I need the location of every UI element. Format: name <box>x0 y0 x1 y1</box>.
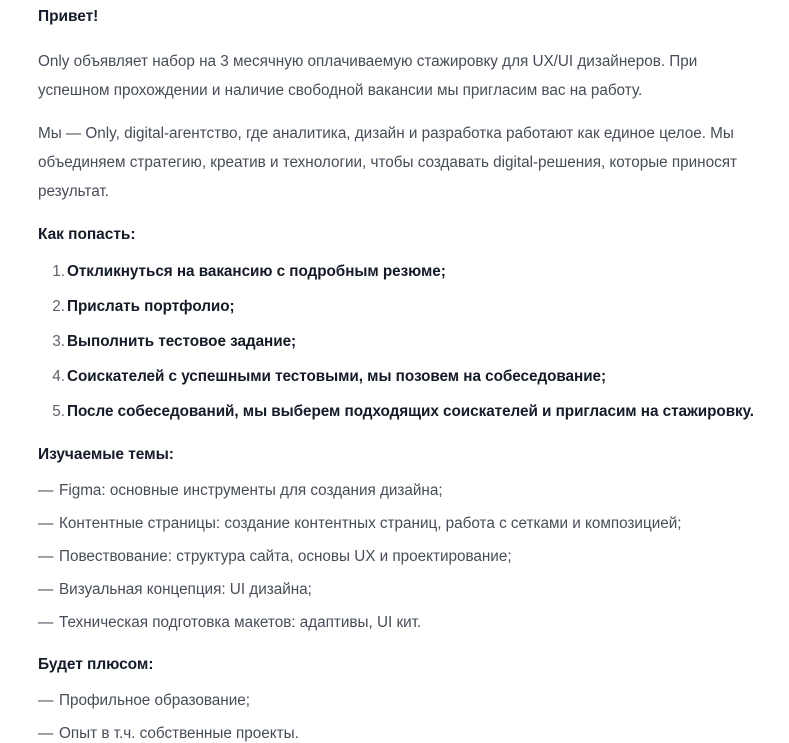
list-item: После собеседований, мы выберем подходящих соискателей и пригласим на стажировку. <box>67 403 754 420</box>
howto-steps-list <box>38 260 770 423</box>
list-item-label: Профильное образование; <box>59 692 250 709</box>
list-item-label: Контентные страницы: создание контентных страниц, работа с сетками и композицией; <box>59 515 682 532</box>
list-item-label: Визуальная концепция: UI дизайна; <box>59 581 312 598</box>
topics-list <box>38 481 770 632</box>
intro-paragraph-2: Мы — Only, digital-агентство, где аналитика, дизайн и разработка работают как единое целое. Мы объединяем стратегию, креатив и технологии, чтобы создавать digital-решения, которые приносят результат. <box>38 125 737 200</box>
bonus-heading: Будет плюсом: <box>38 656 154 673</box>
list-item: Прислать портфолио; <box>67 298 235 315</box>
em-dash-icon: — <box>38 482 54 499</box>
list-item <box>38 724 770 743</box>
em-dash-icon: — <box>38 725 54 742</box>
intro-paragraph-1: Only объявляет набор на 3 месячную оплачиваемую стажировку для UX/UI дизайнеров. При успешном прохождении и наличие свободной вакансии мы пригласим вас на работу. <box>38 53 698 99</box>
list-item: Выполнить тестовое задание; <box>67 333 297 350</box>
list-item <box>38 580 770 599</box>
em-dash-icon: — <box>38 515 54 532</box>
topics-heading: Изучаемые темы: <box>38 446 174 463</box>
bonus-list <box>38 691 770 743</box>
howto-heading: Как попасть: <box>38 226 136 243</box>
em-dash-icon: — <box>38 581 54 598</box>
em-dash-icon: — <box>38 614 54 631</box>
list-item <box>38 514 770 533</box>
list-item-label: Повествование: структура сайта, основы UX и проектирование; <box>59 548 512 565</box>
em-dash-icon: — <box>38 548 54 565</box>
em-dash-icon: — <box>38 692 54 709</box>
list-item-label: Техническая подготовка макетов: адаптивы, UI кит. <box>59 614 422 631</box>
list-item <box>38 481 770 500</box>
list-item: Соискателей с успешными тестовыми, мы позовем на собеседование; <box>67 368 607 385</box>
list-item-label: Опыт в т.ч. собственные проекты. <box>59 725 299 742</box>
list-item <box>38 691 770 710</box>
list-item: Откликнуться на вакансию с подробным резюме; <box>67 263 446 280</box>
list-item-label: Figma: основные инструменты для создания дизайна; <box>59 482 443 499</box>
greeting-heading: Привет! <box>38 8 99 25</box>
list-item <box>38 613 770 632</box>
list-item <box>38 547 770 566</box>
